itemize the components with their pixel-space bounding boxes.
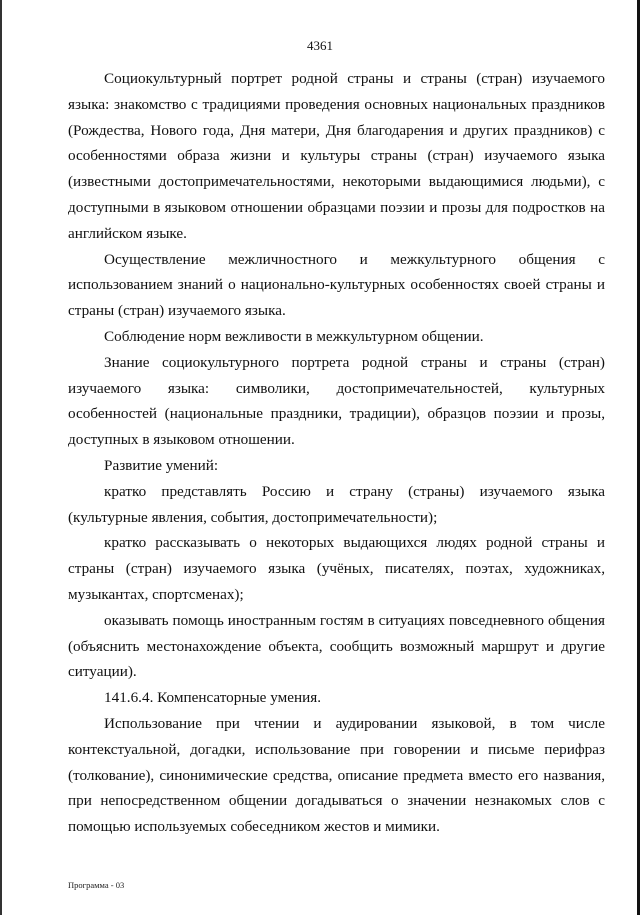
- paragraph: Использование при чтении и аудировании языковой, в том числе контекстуальной, догадки, использование при говорении и письме перифраз (толкование), синонимические средства, описание предмета вместо его названия, при непосредственном общении догадываться о значении незнакомых слов с помощью используемых собеседником жестов и мимики.: [68, 714, 605, 836]
- paragraph: Социокультурный портрет родной страны и страны (стран) изучаемого языка: знакомство с традициями проведения основных национальных праздников (Рождества, Нового года, Дня матери, Дня благодарения и других праздников) с особенностями образа жизни и культуры страны (стран) изучаемого языка (известными достопримечательностями, некоторыми выдающимися людьми), с доступными в языковом отношении образцами поэзии и прозы для подростков на английском языке.: [68, 70, 605, 242]
- paragraph: Осуществление межличностного и межкультурного общения с использованием знаний о национально-культурных особенностях своей страны и страны (стран) изучаемого языка.: [68, 250, 605, 320]
- paragraph: Знание социокультурного портрета родной страны и страны (стран) изучаемого языка: символики, достопримечательностей, культурных особенностей (национальные праздники, традиции), образцов поэзии и прозы, доступных в языковом отношении.: [68, 353, 605, 449]
- footer-label: Программа - 03: [68, 880, 125, 890]
- section-heading: 141.6.4. Компенсаторные умения.: [104, 689, 321, 707]
- paragraph: Развитие умений:: [104, 456, 219, 474]
- page-number: 4361: [307, 38, 333, 53]
- paragraph: Соблюдение норм вежливости в межкультурном общении.: [104, 327, 484, 345]
- paragraph: оказывать помощь иностранным гостям в ситуациях повседневного общения (объяснить местонахождение объекта, сообщить возможный маршрут и другие ситуации).: [68, 611, 605, 681]
- document-body: [68, 66, 605, 840]
- paragraph: кратко рассказывать о некоторых выдающихся людях родной страны и страны (стран) изучаемого языка (учёных, писателях, поэтах, художниках, музыкантах, спортсменах);: [68, 534, 605, 603]
- page-left-edge: [0, 0, 2, 915]
- paragraph: кратко представлять Россию и страну (страны) изучаемого языка (культурные явления, события, достопримечательности);: [68, 482, 605, 526]
